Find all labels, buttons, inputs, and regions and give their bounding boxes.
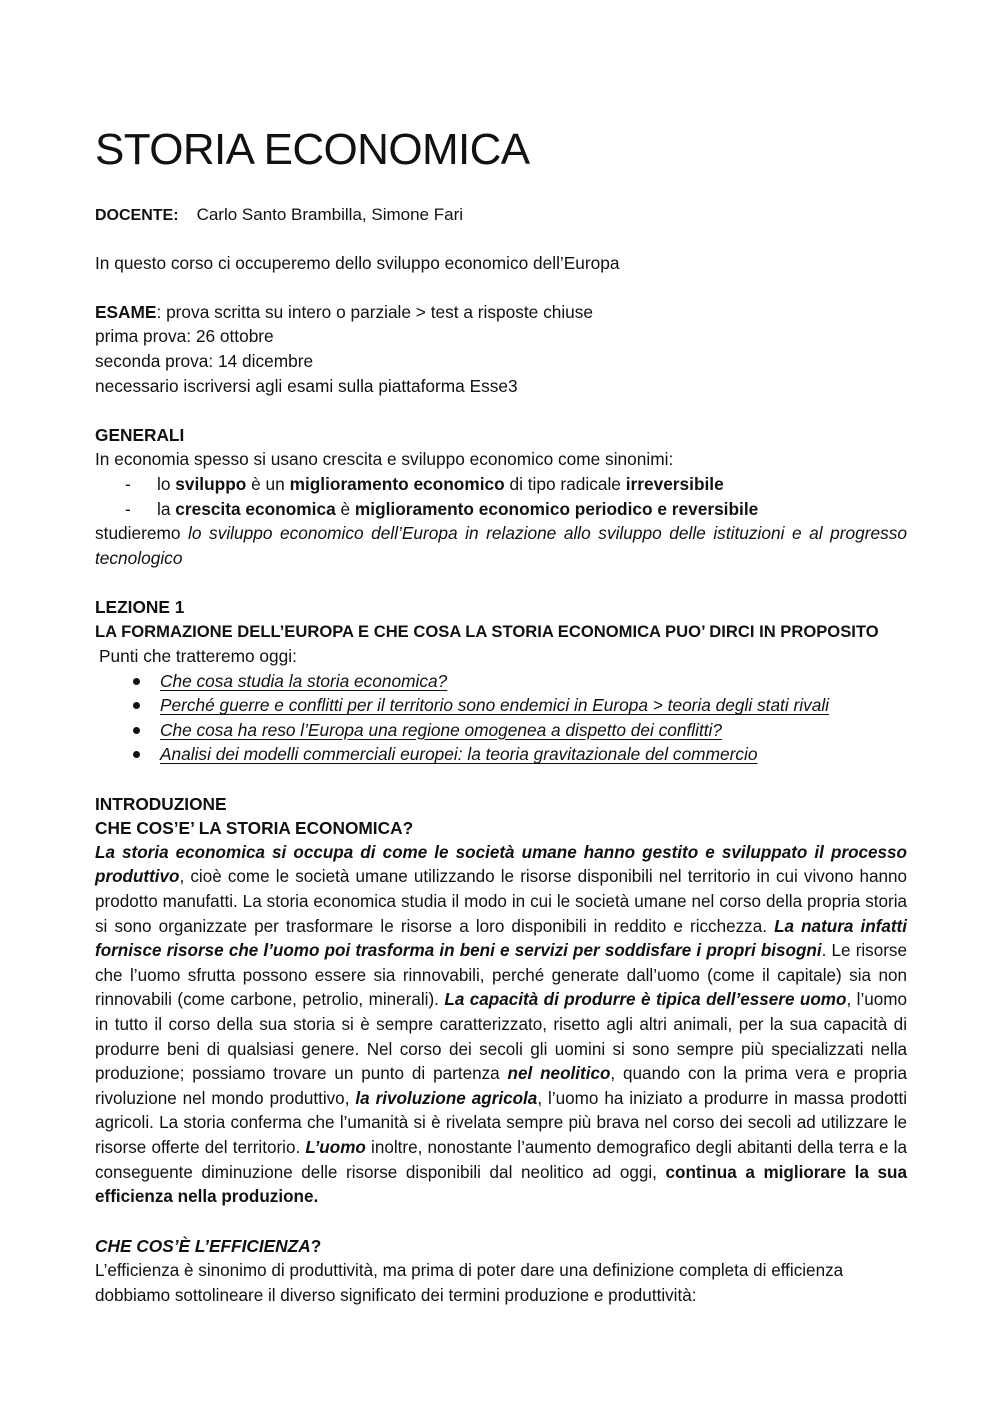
punti-line: Punti che tratteremo oggi: [99, 646, 297, 667]
document-content [95, 122, 907, 1308]
esame-line-1: prima prova: 26 ottobre [95, 326, 274, 347]
punti-list [95, 669, 907, 767]
esame-line [95, 300, 907, 325]
efficienza-heading: CHE COS’È L’EFFICIENZA? [95, 1236, 322, 1257]
introduzione-subheading: CHE COS’E’ LA STORIA ECONOMICA? [95, 818, 414, 839]
docente-line [95, 202, 907, 229]
docente-value: Carlo Santo Brambilla, Simone Fari [196, 205, 464, 224]
generali-heading: GENERALI [95, 424, 185, 445]
esame-line-2: seconda prova: 14 dicembre [95, 350, 314, 371]
bullet-icon [133, 751, 140, 758]
list-item: - la crescita economica è miglioramento economico periodico e reversibile [95, 497, 907, 522]
introduzione-heading: INTRODUZIONE [95, 793, 227, 814]
bullet-icon [133, 702, 140, 709]
efficienza-paragraph: L’efficienza è sinonimo di produttività, ma prima di poter dare una definizione completa di efficienza dobbiamo sottolineare il diverso significato dei termini produzione e produttività: [95, 1260, 844, 1305]
studieremo-paragraph: studieremo lo sviluppo economico dell’Europa in relazione allo sviluppo delle istituzioni e al progresso tecnologico [95, 523, 907, 568]
list-item: Analisi dei modelli commerciali europei: la teoria gravitazionale del commercio [95, 742, 907, 767]
dash-marker: - [125, 473, 131, 494]
list-item: Che cosa ha reso l’Europa una regione omogenea a dispetto dei conflitti? [95, 718, 907, 743]
generali-list [95, 472, 907, 521]
lezione-heading: LEZIONE 1 [95, 596, 185, 617]
esame-text: : prova scritta su intero o parziale > test a risposte chiuse [156, 301, 594, 322]
esame-line-3: necessario iscriversi agli esami sulla piattaforma Esse3 [95, 375, 518, 396]
generali-line: In economia spesso si usano crescita e sviluppo economico come sinonimi: [95, 449, 674, 470]
bullet-icon [133, 727, 140, 734]
docente-label: DOCENTE: [95, 207, 179, 224]
bullet-icon [133, 678, 140, 685]
dash-marker: - [125, 498, 131, 519]
esame-label: ESAME [95, 301, 157, 322]
list-item: Perché guerre e conflitti per il territorio sono endemici in Europa > teoria degli stati rivali [95, 693, 907, 718]
list-item: - lo sviluppo è un miglioramento economico di tipo radicale irreversibile [95, 472, 907, 497]
list-item: Che cosa studia la storia economica? [95, 669, 907, 694]
intro-text: In questo corso ci occuperemo dello sviluppo economico dell’Europa [95, 252, 620, 273]
introduzione-paragraph: La storia economica si occupa di come le società umane hanno gestito e sviluppato il processo produttivo, cioè come le società umane utilizzando le risorse disponibili nel territorio in cui vivono hanno prodotto manufatti. La storia economica studia il modo in cui le società umane nel corso della propria storia si sono organizzate per trasformare le risorse a loro disponibili in reddito e ricchezza. La natura infatti fornisce risorse che l’uomo poi trasforma in beni e servizi per soddisfare i propri bisogni. Le risorse che l’uomo sfrutta possono essere sia rinnovabili, perché generate dall’uomo (come il capitale) sia non rinnovabili (come carbone, petrolio, minerali). La capacità di produrre è tipica dell’essere uomo, l’uomo in tutto il corso della sua storia si è sempre caratterizzato, risetto agli altri animali, per la sua capacità di produrre beni di qualsiasi genere. Nel corso dei secoli gli uomini si sono sempre più specializzati nella produzione; possiamo trovare un punto di partenza nel neolitico, quando con la prima vera e propria rivoluzione nel mondo produttivo, la rivoluzione agricola, l’uomo ha iniziato a produrre in massa prodotti agricoli. La storia conferma che l’umanità si è rivelata sempre più brava nel corso dei secoli ad utilizzare le risorse offerte del territorio. L’uomo inoltre, nonostante l’aumento demografico degli abitanti della terra e la conseguente diminuzione delle risorse disponibili dal neolitico ad oggi, continua a migliorare la sua efficienza nella produzione. [95, 842, 907, 1207]
document-title: STORIA ECONOMICA [95, 125, 530, 174]
lezione-subheading: LA FORMAZIONE DELL’EUROPA E CHE COSA LA STORIA ECONOMICA PUO’ DIRCI IN PROPOSITO [95, 621, 879, 641]
